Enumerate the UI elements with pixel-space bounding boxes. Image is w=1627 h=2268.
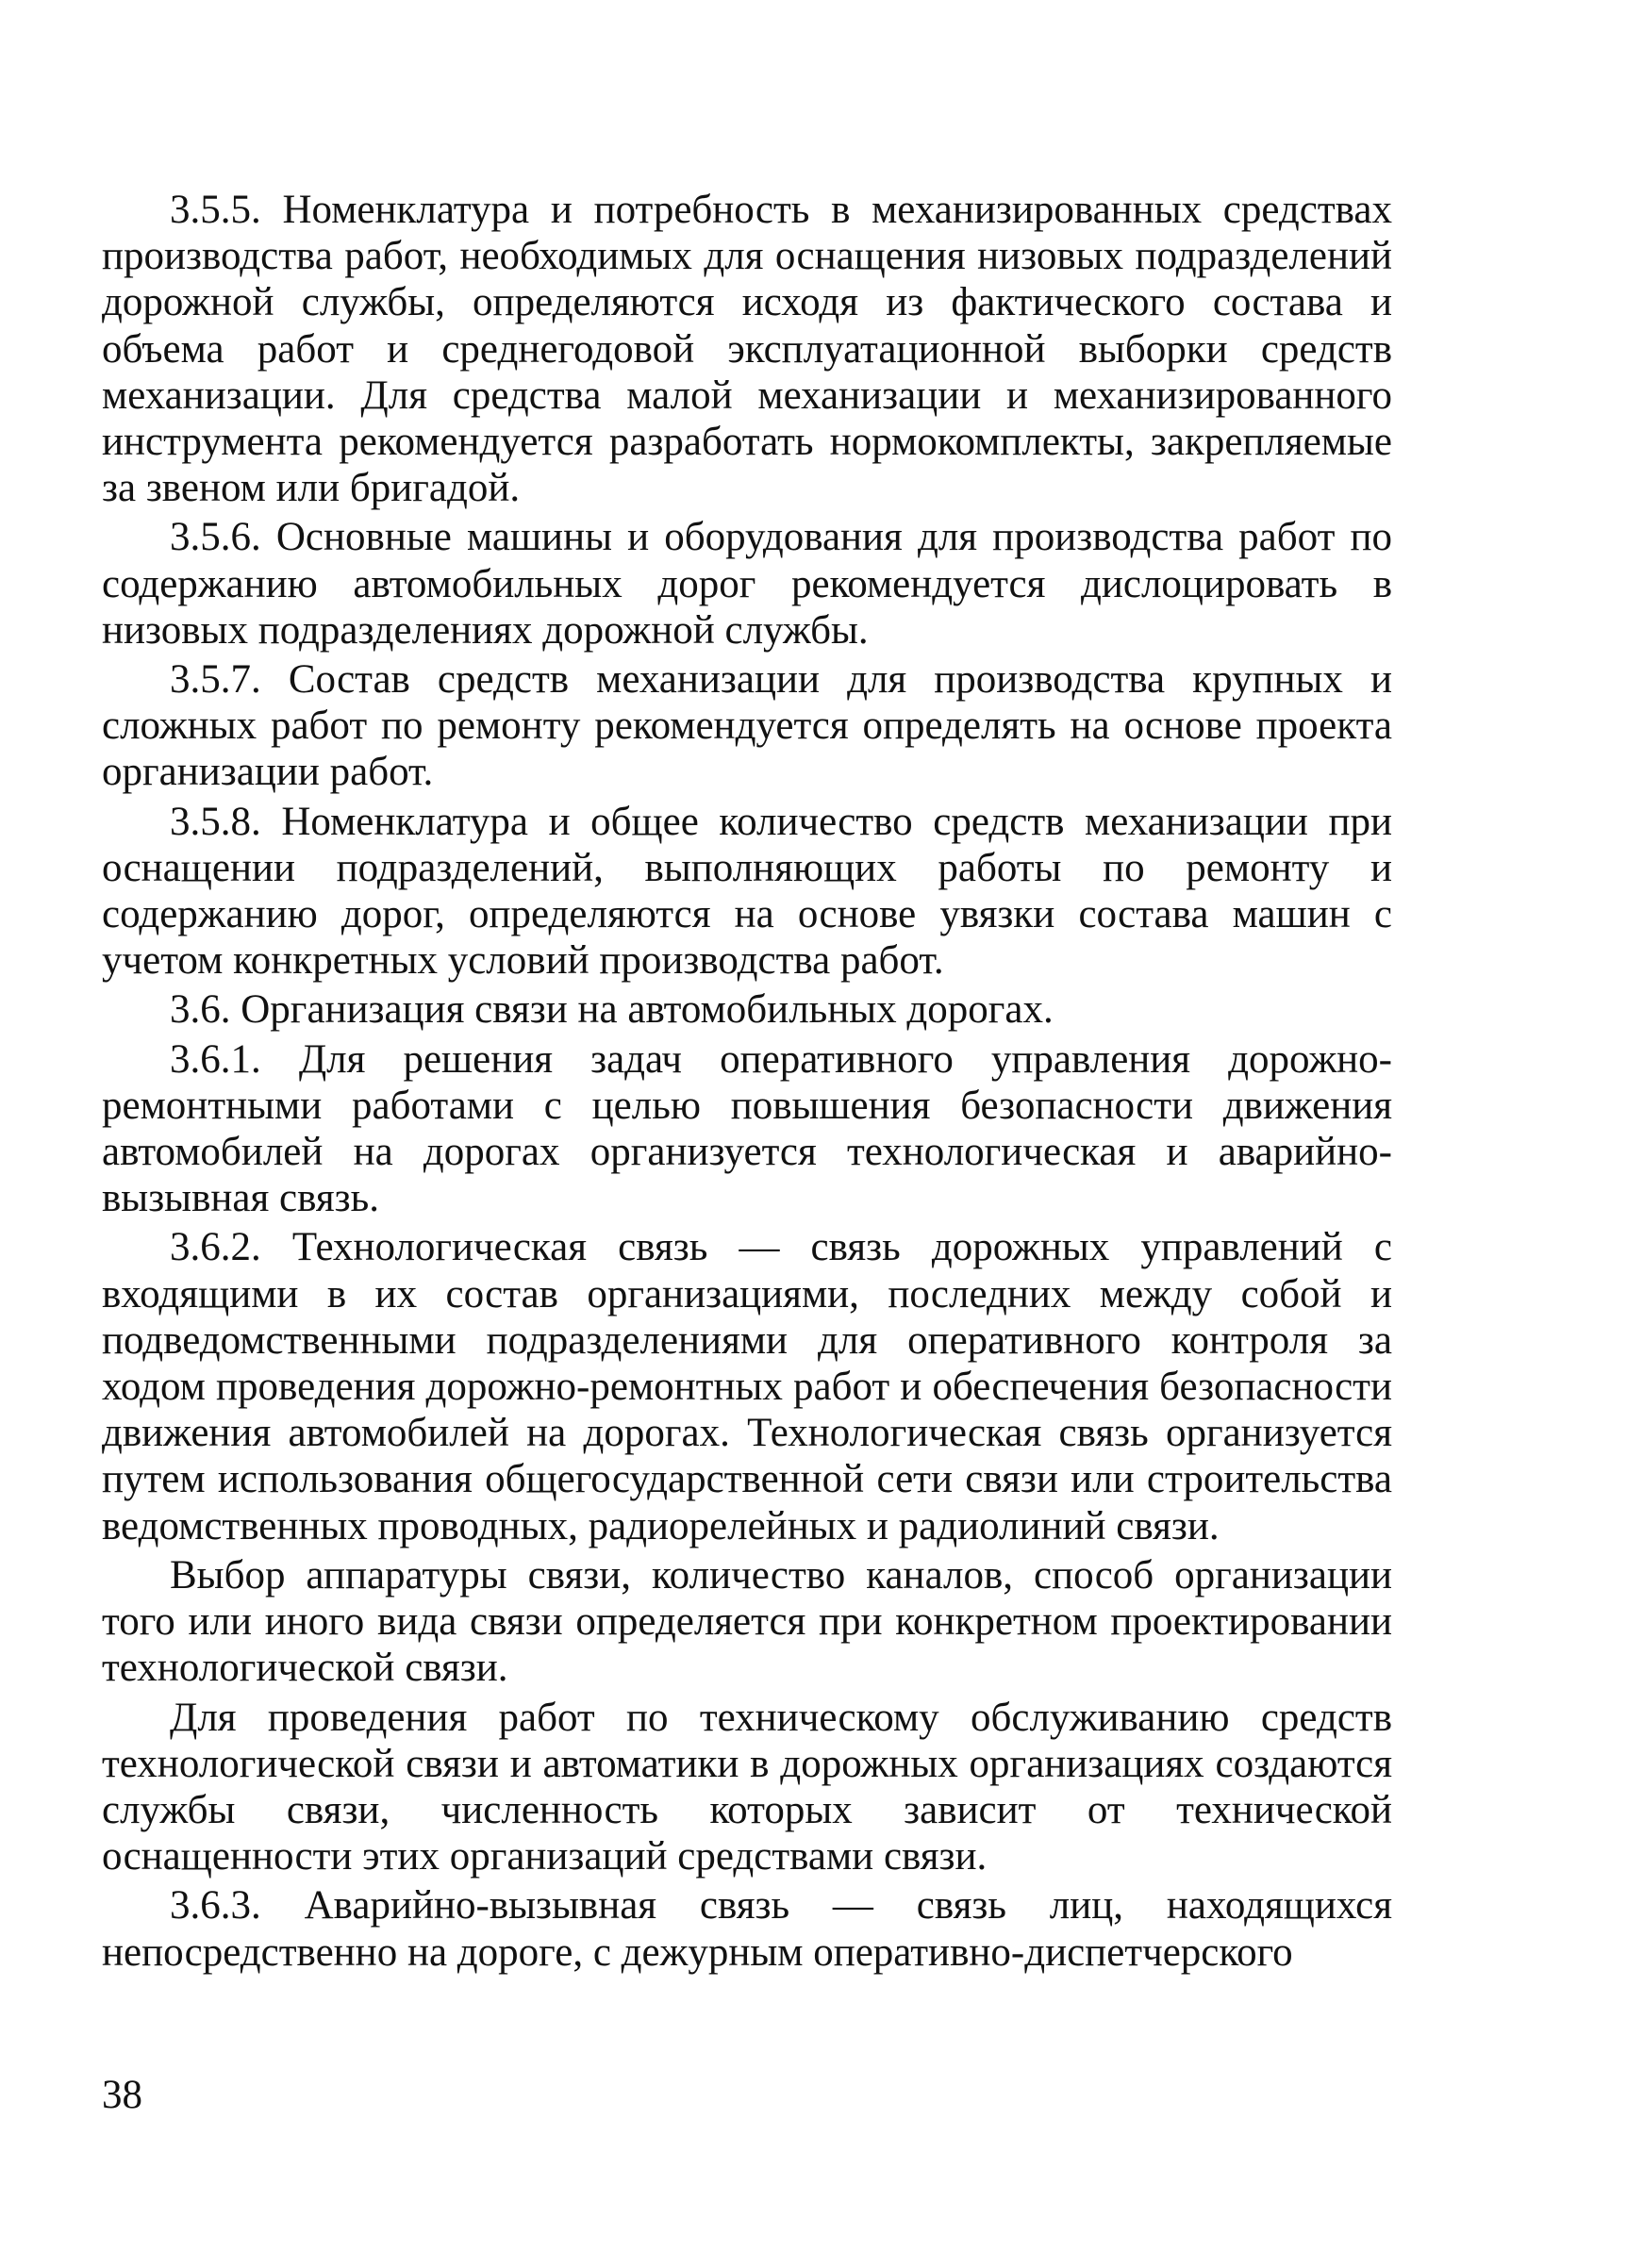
- paragraph-3-5-6: 3.5.6. Основные машины и оборудования для производства работ по содержанию автомобильных дорог рекомендуется дислоцировать в низовых подразделениях дорожной службы.: [102, 515, 1392, 653]
- document-body: [102, 187, 1392, 1978]
- paragraph-3-6-1: 3.6.1. Для решения задач оперативного управления дорожно-ремонтными работами с целью повышения безопасности движения автомобилей на дорогах организуется технологическая и аварийно-вызывная связь.: [102, 1036, 1392, 1221]
- paragraph-3-6-3: 3.6.3. Аварийно-вызывная связь — связь лиц, находящихся непосредственно на дороге, с дежурным оперативно-диспетчерского: [102, 1883, 1392, 1975]
- paragraph-3-5-7: 3.5.7. Состав средств механизации для производства крупных и сложных работ по ремонту рекомендуется определять на основе проекта организации работ.: [102, 657, 1392, 795]
- paragraph-maintenance-services: Для проведения работ по техническому обслуживанию средств технологической связи и автоматики в дорожных организациях создаются службы связи, численность которых зависит от технической оснащенности этих организаций средствами связи.: [102, 1695, 1392, 1879]
- section-heading-3-6: 3.6. Организация связи на автомобильных дорогах.: [170, 987, 1054, 1033]
- page-number: 38: [102, 2073, 142, 2117]
- paragraph-3-5-5: 3.5.5. Номенклатура и потребность в механизированных средствах производства работ, необходимых для оснащения низовых подразделений дорожной службы, определяются исходя из фактического состава и объема работ и среднегодовой эксплуатационной выборки средств механизации. Для средства малой механизации и механизированного инструмента рекомендуется разработать нормокомплекты, закрепляемые за звеном или бригадой.: [102, 188, 1392, 511]
- paragraph-equipment-choice: Выбор аппаратуры связи, количество каналов, способ организации того или иного вида связи определяется при конкретном проектировании технологической связи.: [102, 1552, 1392, 1691]
- paragraph-3-5-8: 3.5.8. Номенклатура и общее количество средств механизации при оснащении подразделений, выполняющих работы по ремонту и содержанию дорог, определяются на основе увязки состава машин с учетом конкретных условий производства работ.: [102, 799, 1392, 984]
- paragraph-3-6-2: 3.6.2. Технологическая связь — связь дорожных управлений с входящими в их состав организациями, последних между собой и подведомственными подразделениями для оперативного контроля за ходом проведения дорожно-ремонтных работ и обеспечения безопасности движения автомобилей на дорогах. Технологическая связь организуется путем использования общегосударственной сети связи или строительства ведомственных проводных, радиорелейных и радиолиний связи.: [102, 1225, 1392, 1548]
